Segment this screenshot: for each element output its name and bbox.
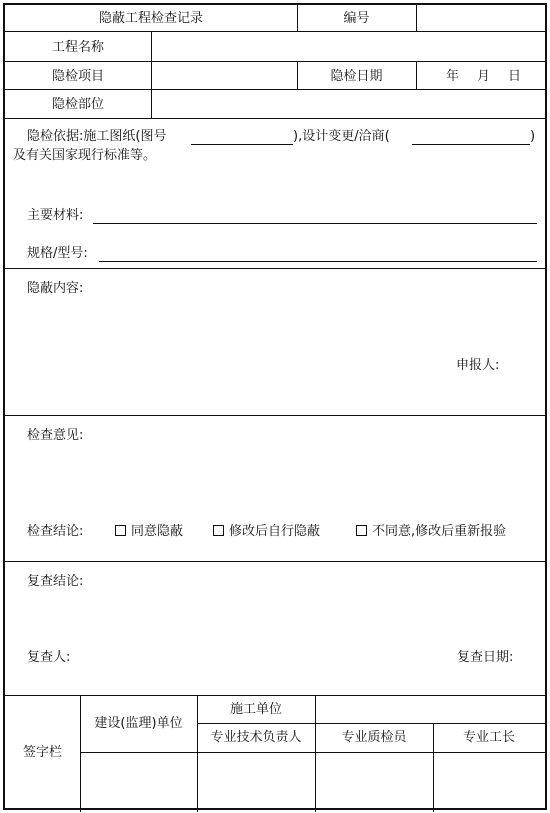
- spec-label: 规格/型号:: [27, 246, 88, 261]
- option-label: 修改后自行隐蔽: [229, 524, 321, 539]
- col-divider: [416, 5, 417, 31]
- inspection-location-field[interactable]: [155, 97, 540, 113]
- supervisor-unit-label: 建设(监理)单位: [94, 716, 183, 731]
- form-title: 隐蔽工程检查记录: [98, 11, 203, 26]
- checkbox[interactable]: [115, 525, 126, 536]
- reporter-label: 申报人:: [456, 358, 500, 373]
- main-material-field[interactable]: [93, 223, 537, 224]
- inspection-item-field[interactable]: [155, 69, 293, 85]
- inspection-item-label: 隐检项目: [51, 69, 104, 84]
- row-divider: [197, 723, 545, 724]
- concealed-content-label: 隐蔽内容:: [27, 281, 84, 296]
- checkbox[interactable]: [213, 525, 224, 536]
- col-divider: [151, 31, 152, 118]
- basis-text-a: 隐检依据:施工图纸(图号: [27, 129, 167, 144]
- opinion-label: 检查意见:: [27, 428, 84, 443]
- tech-lead-signature-field[interactable]: [201, 757, 311, 807]
- drawing-number-field[interactable]: [191, 144, 293, 145]
- inspection-date-label: 隐检日期: [330, 69, 383, 84]
- option-label: 不同意,修改后重新报验: [372, 524, 507, 539]
- foreman-signature-field[interactable]: [437, 757, 541, 807]
- row-divider: [80, 752, 545, 753]
- number-label: 编号: [343, 11, 370, 26]
- supervisor-signature-field[interactable]: [84, 757, 193, 807]
- row-divider: [5, 268, 545, 269]
- spec-field[interactable]: [99, 261, 537, 262]
- option-self-modify[interactable]: [213, 524, 320, 540]
- row-divider: [5, 61, 545, 62]
- basis-text-d: 及有关国家现行标准等。: [13, 148, 157, 163]
- row-divider: [5, 31, 545, 32]
- conclusion-label: 检查结论:: [27, 524, 84, 539]
- tech-lead-label: 专业技术负责人: [210, 730, 302, 745]
- row-divider: [5, 695, 545, 696]
- date-year: 年: [446, 69, 460, 84]
- review-date-label: 复查日期:: [457, 650, 514, 665]
- option-label: 同意隐蔽: [131, 524, 184, 539]
- date-day: 日: [508, 69, 522, 84]
- option-reject[interactable]: [356, 524, 506, 540]
- foreman-label: 专业工长: [462, 730, 515, 745]
- construction-unit-label: 施工单位: [229, 702, 282, 717]
- signature-section-label: 签字栏: [22, 745, 62, 760]
- review-conclusion-label: 复查结论:: [27, 574, 84, 589]
- main-material-label: 主要材料:: [27, 208, 84, 223]
- project-name-label: 工程名称: [51, 40, 104, 55]
- quality-inspector-signature-field[interactable]: [319, 757, 429, 807]
- row-divider: [5, 415, 545, 416]
- row-divider: [5, 561, 545, 562]
- inspection-location-label: 隐检部位: [51, 97, 104, 112]
- option-approve[interactable]: [115, 524, 183, 540]
- col-divider: [315, 695, 316, 723]
- inspection-record-form: [3, 3, 547, 810]
- basis-text-b: ),设计变更/洽商(: [293, 129, 390, 144]
- design-change-field[interactable]: [412, 144, 530, 145]
- basis-text-c: ): [530, 129, 536, 144]
- date-month: 月: [477, 69, 491, 84]
- project-name-field[interactable]: [155, 40, 540, 56]
- checkbox[interactable]: [356, 525, 367, 536]
- row-divider: [5, 118, 545, 119]
- row-divider: [5, 89, 545, 90]
- col-divider: [80, 695, 81, 812]
- col-divider: [416, 61, 417, 89]
- reviewer-label: 复查人:: [27, 650, 71, 665]
- quality-inspector-label: 专业质检员: [341, 730, 407, 745]
